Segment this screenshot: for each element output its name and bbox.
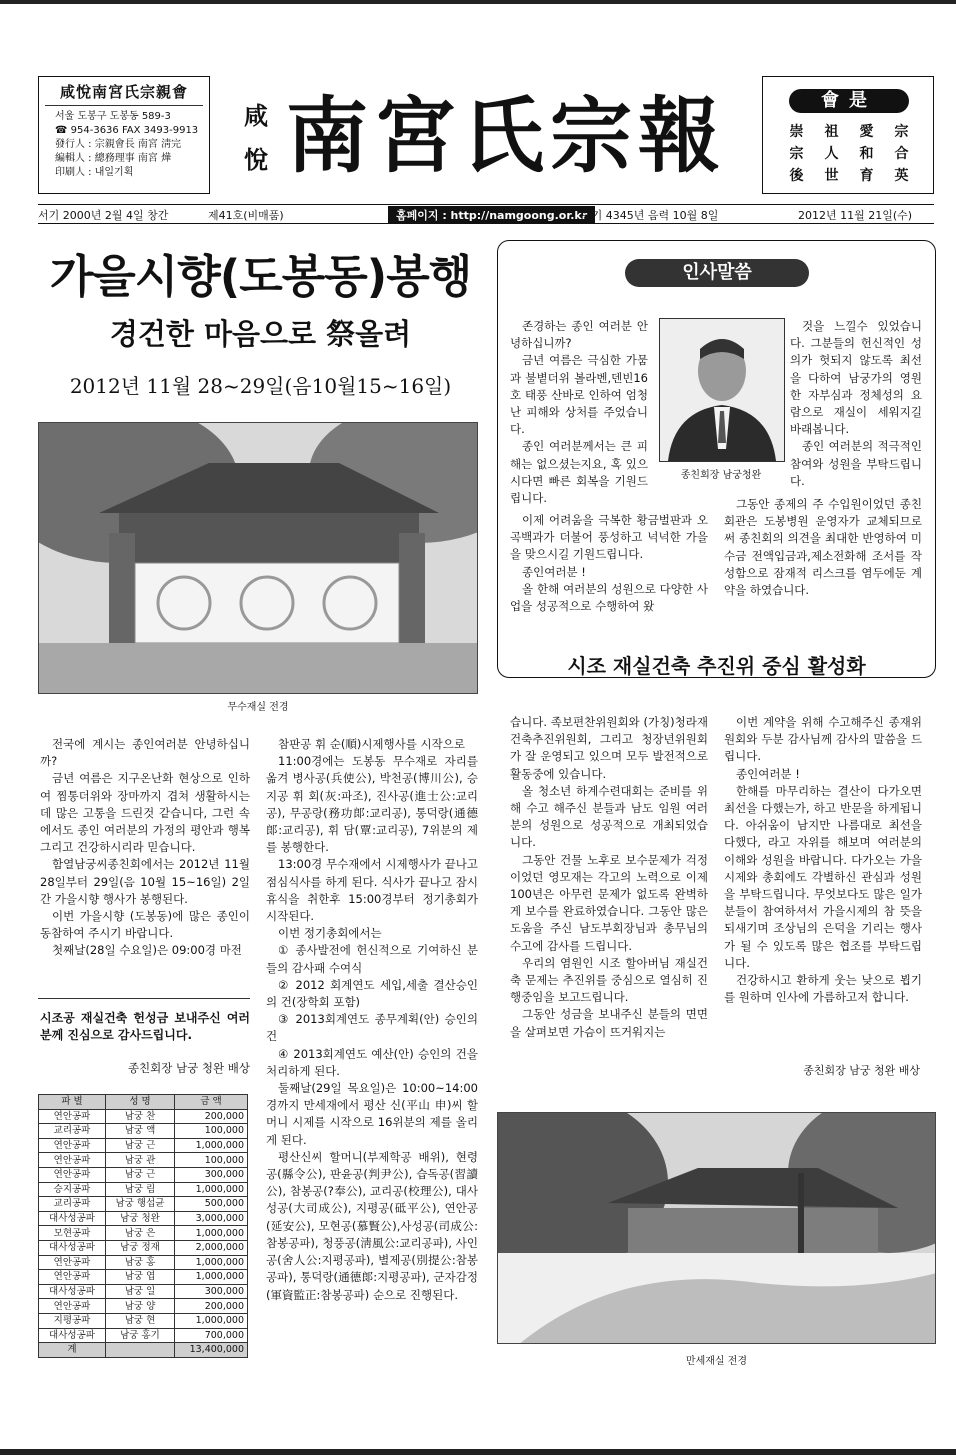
paragraph: 함열남궁씨종친회에서는 2012년 11월 28일부터 29일(음 10월 15~16일) 2일간 가을시향 행사가 봉행된다.: [40, 857, 250, 906]
cell: 연안공파: [39, 1255, 106, 1270]
cell: 1,000,000: [175, 1182, 248, 1197]
paragraph: 올 한해 여러분의 성원으로 다양한 사업을 성공적으로 수행하여 왔: [510, 581, 708, 614]
cell: 100,000: [175, 1124, 248, 1139]
second-signature: 종친회장 남궁 청완 배상: [803, 1064, 920, 1077]
paragraph: 존경하는 종인 여러분 안녕하십니까?: [510, 319, 648, 351]
manseajae-photo-caption: 만세재실 전경: [685, 1356, 748, 1367]
paragraph: 그동안 종제의 주 수입원이었던 종친회관은 도봉병원 운영자가 교체되므로써 종친회의 의견을 최대한 반영하여 미수금 전액입금과,제소전화해 조서를 작성함으로 잠재적 리스크를 염두에둔 계약을 하였습니다.: [724, 497, 922, 598]
paragraph: 이번 계약을 위해 수고해주신 종재위원회와 두분 감사님께 감사의 말씀을 드립니다.: [724, 715, 922, 764]
cell: 2,000,000: [175, 1240, 248, 1255]
motto-char: 後: [789, 168, 804, 184]
cell: 100,000: [175, 1153, 248, 1168]
motto-char: 祖: [824, 124, 839, 140]
table-row: [39, 1109, 248, 1124]
cell: 200,000: [175, 1109, 248, 1124]
cell: 3,000,000: [175, 1211, 248, 1226]
cell: 대사성공파: [39, 1328, 106, 1343]
paragraph: 참판공 휘 순(順)시제행사를 시작으로: [278, 737, 465, 751]
manseajae-photo: [497, 1112, 936, 1344]
motto-char: 和: [859, 146, 874, 162]
lunar-date: 단기 4345년 음력 10월 8일: [581, 209, 719, 222]
paragraph: 습니다. 족보편찬위원회와 (가칭)청라재 건축추진위원회, 그리고 청장년위원회가 잘 운영되고 있으며 모두 발전적으로 활동중에 있습니다.: [510, 715, 708, 781]
paragraph: 이번 가을시향 (도봉동)에 많은 종인이 동참하여 주시기 바랍니다.: [40, 909, 250, 941]
founded-date: 서기 2000년 2월 4일 창간: [38, 209, 169, 222]
cell: 지평공파: [39, 1313, 106, 1328]
table-row: [39, 1240, 248, 1255]
motto-char: 崇: [789, 124, 804, 140]
cell: 남궁 찬: [106, 1109, 175, 1124]
cell: 300,000: [175, 1284, 248, 1299]
motto-char: 英: [894, 168, 909, 184]
motto-grid: [779, 121, 919, 187]
cell: 1,000,000: [175, 1255, 248, 1270]
paragraph: 건강하시고 환하게 웃는 낮으로 뵙기를 원하며 인사에 가름하고저 합니다.: [724, 973, 922, 1005]
paragraph: 금년 여름은 지구온난화 현상으로 인하여 찜통더위와 장마까지 겹쳐 생활하시는데 많은 고통을 드린것 같습니다, 그런 속에서도 종인 여러분의 가정의 평안과 행복 그리고 건강하시리라 믿습니다.: [40, 771, 250, 855]
cell: 남궁 근: [106, 1138, 175, 1153]
cell: 연안공파: [39, 1138, 106, 1153]
table-row: [39, 1313, 248, 1328]
cell: 연안공파: [39, 1299, 106, 1314]
paragraph: 금년 여름은 극심한 가뭄과 불볕더위 볼라벤,덴빈16호 태풍 산바로 인하여 엄청난 피해와 상처를 주었습니다.: [510, 353, 648, 437]
paragraph: ③ 2013회계연도 종무계획(안) 승인의 건: [266, 1012, 478, 1044]
paragraph: ② 2012 회계연도 세입,세출 결산승인의 건(장학회 포함): [266, 977, 478, 1010]
main-subheadline: 경건한 마음으로 祭올려: [109, 317, 412, 351]
motto-char: 育: [859, 168, 874, 184]
issue-number: 제41호(비매품): [208, 209, 284, 222]
table-row: [39, 1328, 248, 1343]
table-row: [39, 1299, 248, 1314]
second-headline: 시조 재실건축 추진위 중심 활성화: [567, 654, 866, 678]
cell: 남궁 정재: [106, 1240, 175, 1255]
paragraph: 한해를 마무리하는 결산이 다가오면 최선을 다했는가, 하고 반문을 하게됩니다. 아쉬움이 남지만 나름대로 최선을 다했다, 라고 자위를 해보며 여러분의 이해와 성원을 바랍니다. 다가오는 가을 시제와 총회에도 각별하신 관심과 성원을 부탁드립니다. 무엇보다도 많은 일가분들이 참여하셔서 가을시제의 참 뜻을 되새기며 조상님의 은덕을 기리는 행사가 될 수 있도록 많은 협조를 부탁드립니다.: [724, 783, 922, 970]
manseajae-photo-drawing: [498, 1113, 936, 1344]
cell: 300,000: [175, 1167, 248, 1182]
cell: 남궁 홍: [106, 1255, 175, 1270]
info-bar: [38, 204, 934, 224]
cell: 남궁 엽: [106, 1270, 175, 1285]
event-date-line: 2012년 11월 28~29일(음10월15~16일): [69, 374, 452, 398]
motto-char: 宗: [894, 124, 909, 140]
cell: 남궁 홍기: [106, 1328, 175, 1343]
cell: 남궁 액: [106, 1124, 175, 1139]
org-info-box: [38, 76, 210, 194]
paragraph: 이번 정기총회에서는: [278, 926, 382, 941]
paragraph: 전국에 계시는 종인여러분 안녕하십니까?: [40, 737, 250, 769]
paragraph: 첫째날(28일 수요일)은 09:00경 마전: [52, 943, 242, 958]
greeting-col1-top: [510, 318, 648, 507]
cell: 1,000,000: [175, 1226, 248, 1241]
cell: 남궁 관: [106, 1153, 175, 1168]
paragraph: 이제 어려움을 극복한 황금벌판과 오곡백과가 더불어 풍성하고 넉넉한 가을을 맞으시길 기원드립니다.: [510, 513, 708, 562]
cell: [106, 1343, 175, 1358]
cell: 남궁 일: [106, 1284, 175, 1299]
cell: 모현공파: [39, 1226, 106, 1241]
paragraph: 그동안 성금을 보내주신 분들의 면면을 살펴보면 가슴이 뜨거워지는: [510, 1007, 708, 1039]
table-row: [39, 1153, 248, 1168]
donation-table: [38, 1094, 248, 1358]
org-editor: 編輯人 : 總務理事 南宮 燁: [55, 153, 172, 164]
table-row: [39, 1182, 248, 1197]
cell: 남궁 청완: [106, 1211, 175, 1226]
paragraph: ④ 2013회계연도 예산(안) 승인의 건을 처리하게 된다.: [266, 1046, 478, 1078]
paragraph: 것을 느낄수 있었습니다. 그분들의 헌신적인 성의가 헛되지 않도록 최선을 다하여 남궁가의 영원한 자부심과 정체성의 요람으로 재실이 세워지길 바래봅니다.: [790, 319, 922, 437]
main-article-col2: [266, 736, 478, 1304]
musujae-photo: [38, 422, 478, 694]
org-address: 서울 도봉구 도봉동 589-3: [55, 111, 171, 122]
newspaper-title: 南宮氏宗報: [286, 88, 727, 184]
table-row: [39, 1138, 248, 1153]
issue-date: 2012년 11월 21일(수): [798, 209, 913, 222]
cell: 남궁 행섭균: [106, 1197, 175, 1212]
paragraph: 종인 여러분께서는 큰 피해는 없으셨는지요, 혹 있으시다면 빠른 회복을 기원드립니다.: [510, 439, 648, 506]
cell: 1,000,000: [175, 1313, 248, 1328]
cell: 200,000: [175, 1299, 248, 1314]
greeting-title: 인사말씀: [625, 259, 809, 287]
homepage-link[interactable]: 홈페이지 : http://namgoong.or.kr: [388, 206, 595, 224]
total-label: 계: [39, 1343, 106, 1358]
org-name: 咸悅南宮氏宗親會: [45, 81, 203, 106]
masthead-small-1: 咸: [244, 101, 268, 130]
column-divider: [38, 998, 250, 999]
main-headline: 가을시향(도봉동)봉행: [49, 250, 472, 303]
cell: 대사성공파: [39, 1240, 106, 1255]
second-article-col2: [724, 714, 922, 1006]
table-row: [39, 1197, 248, 1212]
cell: 500,000: [175, 1197, 248, 1212]
motto-char: 人: [824, 146, 839, 162]
cell: 연안공파: [39, 1109, 106, 1124]
portrait-drawing: [660, 319, 784, 461]
paragraph: 그동안 건물 노후로 보수문제가 걱정이었던 영모재는 각고의 노력으로 이제 100년은 아무런 문제가 없도록 완벽하게 보수를 완료하였습니다. 그동안 많은 도움을 주신 남도부회장님과 총무님의 수고에 감사를 드립니다.: [510, 852, 708, 953]
motto-char: 宗: [789, 146, 804, 162]
table-row: [39, 1255, 248, 1270]
masthead-small-2: 悅: [244, 145, 268, 174]
table-row: [39, 1270, 248, 1285]
total-amount: 13,400,000: [175, 1343, 248, 1358]
second-article-col1: [510, 714, 708, 1041]
table-row: [39, 1211, 248, 1226]
thanks-note: 시조공 재실건축 헌성금 보내주신 여러분께 진심으로 감사드립니다.: [40, 1011, 250, 1043]
cell: 남궁 양: [106, 1299, 175, 1314]
cell: 1,000,000: [175, 1270, 248, 1285]
table-row: [39, 1167, 248, 1182]
cell: 남궁 현: [106, 1313, 175, 1328]
paragraph: 평산신씨 할머니(부제학공 배위), 현령공(縣令公), 판윤공(判尹公), 습독공(習讀公), 참봉공(?奉公), 교리공(校理公), 대사성공(大司成公), 지평공(砥平公), 연안공(延安公), 모현공(慕賢公),사성공(司成公:참봉공파), 청풍공(淸風公:교리공파), 사인공(舍人公:지평공파), 별제공(別提公:참봉공파), 통덕랑(通德郞:지평공파), 군자감정(軍資監正:참봉공파) 순으로 진행된다.: [266, 1149, 478, 1302]
motto-heading: 會是: [789, 89, 909, 113]
paragraph: 13:00경 무수재에서 시제행사가 끝나고 점심식사를 하게 된다. 식사가 끝나고 잠시 휴식을 취한후 15:00경부터 정기총회가 시작된다.: [266, 857, 478, 924]
bottom-rule: [0, 1449, 956, 1455]
table-total-row: [39, 1343, 248, 1358]
cell: 대사성공파: [39, 1211, 106, 1226]
motto-char: 合: [894, 146, 909, 162]
org-printer: 印刷人 : 내일기획: [55, 167, 134, 178]
paragraph: ① 종사발전에 헌신적으로 기여하신 분들의 감사패 수여식: [266, 943, 478, 975]
cell: 남궁 은: [106, 1226, 175, 1241]
greeting-col2-top: [790, 318, 922, 490]
column-header: 금 액: [175, 1095, 248, 1110]
motto-char: 世: [824, 168, 839, 184]
cell: 교리공파: [39, 1124, 106, 1139]
column-header: 성 명: [106, 1095, 175, 1110]
cell: 1,000,000: [175, 1138, 248, 1153]
org-publisher: 發行人 : 宗親會長 南宮 淸完: [55, 139, 182, 150]
table-header-row: [39, 1095, 248, 1110]
table-row: [39, 1226, 248, 1241]
cell: 700,000: [175, 1328, 248, 1343]
cell: 연안공파: [39, 1153, 106, 1168]
paragraph: 우리의 염원인 시조 할아버님 재실건축 문제는 추진위를 중심으로 열심히 진행중임을 보고드립니다.: [510, 955, 708, 1005]
paragraph: 종인여러분 !: [736, 766, 800, 781]
paragraph: 11:00경에는 도봉동 무수재로 자리를 옮겨 병사공(兵使公), 박천공(博川公), 승지공 휘 회(灰:파조), 진사공(進士公:교리공), 무공랑(務功郞:교리공), 통덕랑(通德郞:교리공), 휘 담(覃:교리공), 7위분의 제를 봉행한다.: [266, 754, 478, 855]
cell: 남궁 림: [106, 1182, 175, 1197]
greeting-col1-bottom: [510, 512, 708, 615]
column-header: 파 별: [39, 1095, 106, 1110]
chairman-portrait: [659, 318, 785, 462]
musujae-photo-caption: 무수재실 전경: [227, 702, 289, 713]
motto-char: 愛: [859, 124, 874, 140]
cell: 연안공파: [39, 1270, 106, 1285]
paragraph: 종인 여러분의 적극적인 참여와 성원을 부탁드립니다.: [790, 439, 922, 488]
table-row: [39, 1124, 248, 1139]
cell: 승지공파: [39, 1182, 106, 1197]
portrait-caption: 종친회장 남궁청완: [680, 470, 762, 481]
motto-box: [762, 76, 934, 194]
cell: 남궁 근: [106, 1167, 175, 1182]
paragraph: 올 청소년 하계수련대회는 준비를 위해 수고 해주신 분들과 남도 임원 여러분의 성원으로 성공적으로 개최되었습니다.: [510, 783, 708, 850]
top-rule: [0, 0, 956, 4]
table-row: [39, 1284, 248, 1299]
thanks-signature: 종친회장 남궁 청완 배상: [127, 1061, 250, 1075]
paragraph: 둘째날(29일 목요일)은 10:00~14:00경까지 만세재에서 평산 신(平山 申)씨 할머니 시제를 시작으로 16위분의 제를 올리게 된다.: [266, 1081, 478, 1147]
greeting-col2-bottom: [724, 496, 922, 599]
org-phone: ☎ 954-3636 FAX 3493-9913: [55, 125, 199, 136]
main-article-col1: [40, 736, 250, 960]
cell: 교리공파: [39, 1197, 106, 1212]
cell: 연안공파: [39, 1167, 106, 1182]
musujae-photo-drawing: [39, 423, 478, 694]
cell: 대사성공파: [39, 1284, 106, 1299]
paragraph: 종인여러분 !: [522, 564, 586, 579]
